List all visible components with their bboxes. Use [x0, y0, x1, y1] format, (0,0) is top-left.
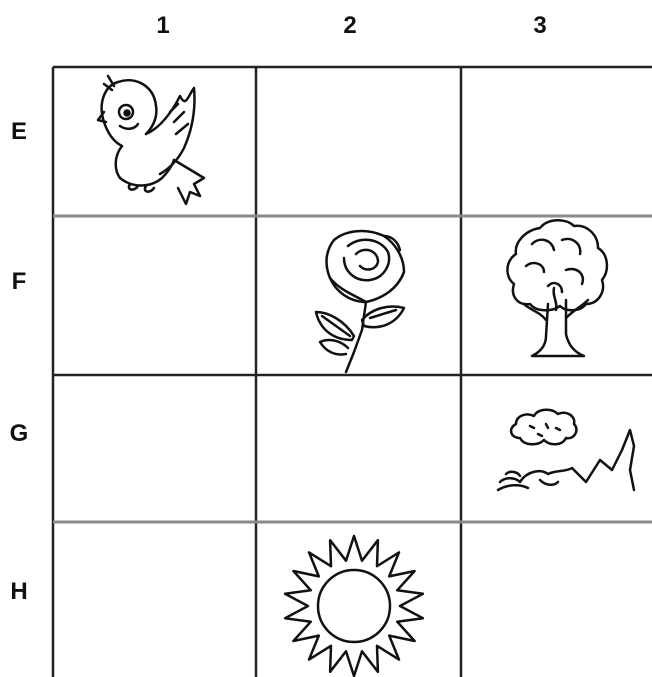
bird-icon: [98, 76, 204, 204]
row-header-g: G: [9, 420, 29, 447]
row-header-h: H: [10, 578, 28, 605]
tree-icon: [507, 220, 607, 356]
grid-lines: [53, 67, 652, 677]
sun-icon: [285, 536, 423, 676]
row-header-f: F: [11, 268, 27, 295]
cloud-mountain-icon: [498, 410, 634, 490]
column-header-1: 1: [156, 12, 170, 39]
column-header-3: 3: [533, 12, 547, 39]
rose-icon: [316, 231, 404, 372]
grid-lines-light: [53, 216, 652, 522]
row-header-e: E: [10, 118, 27, 145]
column-header-2: 2: [343, 12, 357, 39]
